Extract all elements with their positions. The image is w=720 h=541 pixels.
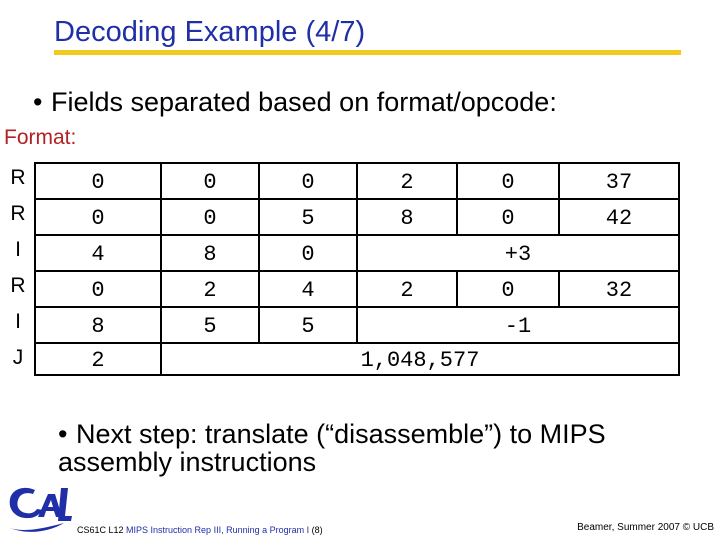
row-label-2: R — [10, 202, 26, 225]
row5-col3: 5 — [301, 314, 315, 339]
bullet-dot: • — [33, 87, 43, 117]
footer-right: Beamer, Summer 2007 © UCB — [577, 522, 714, 533]
row3-col2: 8 — [203, 242, 217, 267]
row1-col3: 0 — [301, 170, 315, 195]
row-label-1: R — [10, 166, 26, 189]
row2-col6: 42 — [605, 206, 633, 231]
bullet-dot: • — [58, 419, 68, 449]
row-label-6: J — [12, 346, 24, 369]
row4-col3: 4 — [301, 278, 315, 303]
row2-col4: 8 — [400, 206, 414, 231]
row2-col5: 0 — [501, 206, 515, 231]
footer-lecture-title: MIPS Instruction Rep III, Running a Program I — [126, 525, 310, 535]
row2-col1: 0 — [91, 206, 105, 231]
cal-logo-svg — [4, 480, 74, 536]
row4-col6: 32 — [605, 278, 633, 303]
row1-col6: 37 — [605, 170, 633, 195]
cal-logo-icon — [4, 480, 74, 536]
footer-left — [77, 525, 323, 535]
row-label-4: R — [10, 274, 26, 297]
row-label-3: I — [15, 238, 21, 261]
row1-col4: 2 — [400, 170, 414, 195]
format-label: Format: — [4, 126, 77, 149]
row3-immediate: +3 — [504, 242, 532, 267]
instruction-fields-table — [34, 162, 680, 376]
row5-col1: 8 — [91, 314, 105, 339]
bullet-next-step-text: Next step: translate (“disassemble”) to MIPS assembly instructions — [58, 419, 606, 477]
row1-col2: 0 — [203, 170, 217, 195]
row4-col2: 2 — [203, 278, 217, 303]
bullet-next-step — [58, 420, 688, 476]
row4-col5: 0 — [501, 278, 515, 303]
row1-col5: 0 — [501, 170, 515, 195]
row6-col1: 2 — [91, 348, 105, 373]
row3-col3: 0 — [301, 242, 315, 267]
footer-page-number: (8) — [309, 525, 323, 535]
row2-col3: 5 — [301, 206, 315, 231]
row3-col1: 4 — [91, 242, 105, 267]
row5-immediate: -1 — [504, 314, 532, 339]
title-underline — [54, 50, 681, 55]
row-label-5: I — [15, 310, 21, 333]
bullet-fields-text: Fields separated based on format/opcode: — [51, 87, 557, 117]
row2-col2: 0 — [203, 206, 217, 231]
footer-course: CS61C L12 — [77, 525, 127, 535]
bullet-fields — [33, 88, 557, 116]
page-title: Decoding Example (4/7) — [54, 16, 366, 48]
row5-col2: 5 — [203, 314, 217, 339]
row1-col1: 0 — [91, 170, 105, 195]
row4-col4: 2 — [400, 278, 414, 303]
row6-target: 1,048,577 — [360, 348, 480, 373]
row4-col1: 0 — [91, 278, 105, 303]
